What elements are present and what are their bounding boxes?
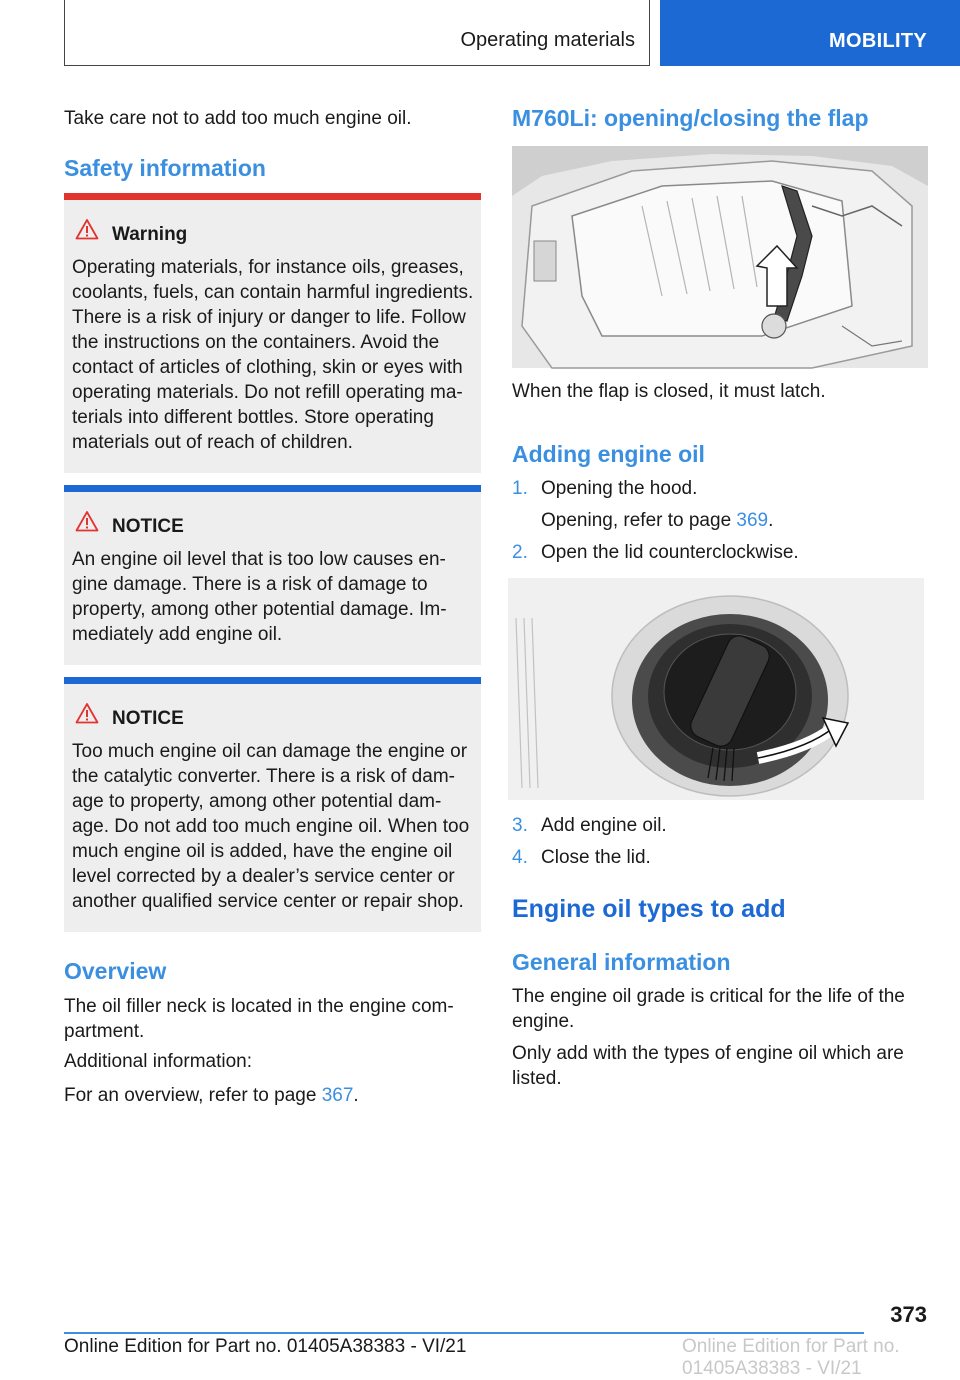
notice-line: age to property, among other potential dam‐ bbox=[72, 791, 442, 812]
step-number: 3. bbox=[512, 815, 528, 836]
page-link-369[interactable]: 369 bbox=[736, 510, 769, 531]
notice-line: the catalytic converter. There is a risk of dam‐ bbox=[72, 766, 455, 787]
overview-text bbox=[64, 994, 454, 1044]
warning-line: There is a risk of injury or danger to life. Follow bbox=[72, 307, 466, 328]
warning-triangle-icon bbox=[75, 702, 99, 724]
page-link-367[interactable]: 367 bbox=[321, 1085, 354, 1106]
note-line: Only add with the types of engine oil which are bbox=[512, 1043, 904, 1064]
notice-line: gine damage. There is a risk of damage to bbox=[72, 574, 428, 595]
warning-triangle-icon bbox=[75, 510, 99, 532]
warning-triangle-icon bbox=[75, 218, 99, 240]
intro-text: Take care not to add too much engine oil. bbox=[64, 108, 412, 129]
header-section-box bbox=[64, 0, 650, 66]
warning-line: Operating materials, for instance oils, greases, bbox=[72, 257, 464, 278]
header-chapter-title: MOBILITY bbox=[829, 30, 927, 52]
flap-caption: When the flap is closed, it must latch. bbox=[512, 381, 826, 402]
warning-line: coolants, fuels, can contain harmful ingredients. bbox=[72, 282, 474, 303]
step-text: Opening the hood. bbox=[541, 478, 698, 499]
header-chapter-tab[interactable] bbox=[660, 0, 960, 66]
footer-edition: Online Edition for Part no. 01405A38383 - VI/21 bbox=[64, 1336, 467, 1357]
reference-prefix: For an overview, refer to page bbox=[64, 1085, 322, 1106]
reference-prefix: Opening, refer to page bbox=[541, 510, 737, 531]
footer-divider bbox=[64, 1332, 864, 1334]
page-number: 373 bbox=[890, 1302, 927, 1327]
notice-line: another qualified service center or repair shop. bbox=[72, 891, 464, 912]
overview-line: The oil filler neck is located in the engine com‐ bbox=[64, 996, 454, 1017]
warning-text bbox=[72, 255, 476, 455]
oil-cap-figure bbox=[508, 578, 924, 800]
overview-reference bbox=[64, 1083, 359, 1108]
footer-watermark: Online Edition for Part no. 01405A38383 - VI/21 bbox=[682, 1336, 900, 1379]
warning-line: the instructions on the containers. Avoid the bbox=[72, 332, 440, 353]
warning-line: materials out of reach of children. bbox=[72, 432, 353, 453]
notice-box-2 bbox=[64, 677, 481, 932]
general-line: The engine oil grade is critical for the life of the bbox=[512, 986, 905, 1007]
notice-line: An engine oil level that is too low causes en‐ bbox=[72, 549, 446, 570]
step-text: Add engine oil. bbox=[541, 815, 667, 836]
safety-heading: Safety information bbox=[64, 155, 266, 181]
warning-line: contact of articles of clothing, skin or eyes with bbox=[72, 357, 463, 378]
warning-title: Warning bbox=[112, 224, 188, 245]
overview-line: partment. bbox=[64, 1021, 145, 1042]
notice-1-title: NOTICE bbox=[112, 516, 184, 537]
notice-box-1 bbox=[64, 485, 481, 665]
step-text: Close the lid. bbox=[541, 847, 651, 868]
adding-oil-heading: Adding engine oil bbox=[512, 441, 705, 467]
step-1-reference bbox=[541, 508, 773, 533]
notice-line: age. Do not add too much engine oil. When too bbox=[72, 816, 470, 837]
engine-flap-figure bbox=[512, 146, 928, 368]
warning-line: operating materials. Do not refill operating ma‐ bbox=[72, 382, 463, 403]
flap-heading: M760Li: opening/closing the flap bbox=[512, 105, 869, 131]
notice-line: property, among other potential damage. Im‐ bbox=[72, 599, 447, 620]
reference-suffix: . bbox=[768, 510, 774, 531]
step-text: Open the lid counterclockwise. bbox=[541, 542, 799, 563]
notice-line: level corrected by a dealer’s service center or bbox=[72, 866, 455, 887]
general-info-heading: General information bbox=[512, 949, 731, 975]
notice-1-text bbox=[72, 547, 476, 647]
overview-heading: Overview bbox=[64, 958, 167, 984]
general-info-text bbox=[512, 984, 905, 1034]
oil-types-heading: Engine oil types to add bbox=[512, 895, 786, 923]
step-number: 1. bbox=[512, 478, 528, 499]
notice-line: mediately add engine oil. bbox=[72, 624, 283, 645]
reference-suffix: . bbox=[353, 1085, 359, 1106]
oil-cap-illustration bbox=[508, 578, 924, 800]
header-section-title: Operating materials bbox=[460, 29, 635, 51]
note-line: listed. bbox=[512, 1068, 562, 1089]
notice-line: Too much engine oil can damage the engine or bbox=[72, 741, 468, 762]
step-number: 4. bbox=[512, 847, 528, 868]
additional-info-label: Additional information: bbox=[64, 1051, 252, 1072]
engine-flap-illustration bbox=[512, 146, 928, 368]
notice-2-title: NOTICE bbox=[112, 708, 184, 729]
notice-2-text bbox=[72, 739, 476, 914]
warning-line: terials into different bottles. Store operating bbox=[72, 407, 434, 428]
general-line: engine. bbox=[512, 1011, 575, 1032]
oil-types-note bbox=[512, 1041, 904, 1091]
warning-box bbox=[64, 193, 481, 473]
notice-line: much engine oil is added, have the engine oil bbox=[72, 841, 453, 862]
step-number: 2. bbox=[512, 542, 528, 563]
